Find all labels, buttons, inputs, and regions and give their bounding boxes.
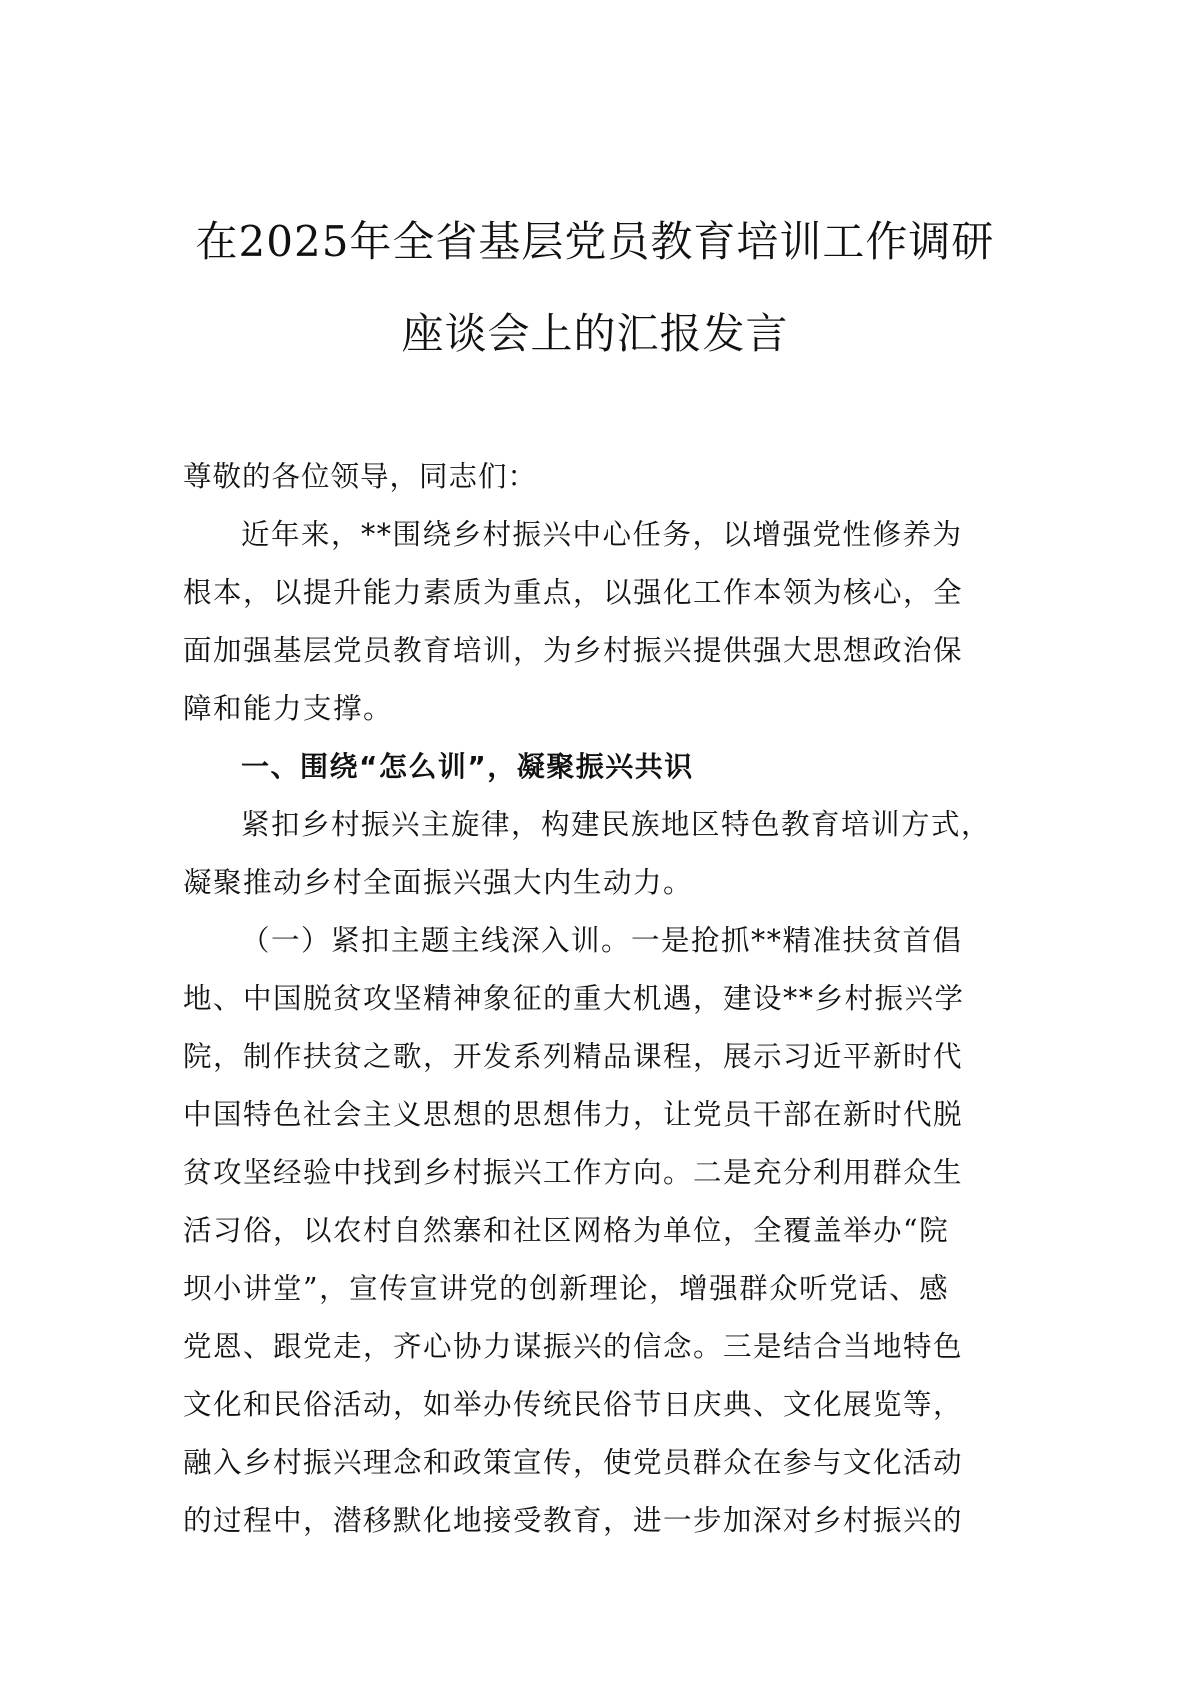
paragraph-line: 院，制作扶贫之歌，开发系列精品课程，展示习近平新时代 [183, 1040, 964, 1073]
title-line-1: 在2025年全省基层党员教育培训工作调研 [195, 217, 995, 266]
paragraph-line: 的过程中，潜移默化地接受教育，进一步加深对乡村振兴的 [183, 1504, 964, 1537]
title-line-2: 座谈会上的汇报发言 [401, 309, 789, 358]
paragraph-line: 中国特色社会主义思想的思想伟力，让党员干部在新时代脱 [183, 1098, 964, 1131]
paragraph-line: 党恩、跟党走，齐心协力谋振兴的信念。三是结合当地特色 [183, 1330, 964, 1363]
document-body [183, 448, 1009, 1550]
paragraph-line: 近年来，**围绕乡村振兴中心任务，以增强党性修养为 [241, 518, 963, 551]
salutation: 尊敬的各位领导，同志们： [183, 460, 538, 493]
section-heading: 一、围绕“怎么训”，凝聚振兴共识 [241, 750, 694, 783]
paragraph-line: 融入乡村振兴理念和政策宣传，使党员群众在参与文化活动 [183, 1446, 964, 1479]
paragraph-line: 文化和民俗活动，如举办传统民俗节日庆典、文化展览等， [183, 1388, 964, 1421]
paragraph-line: 活习俗，以农村自然寨和社区网格为单位，全覆盖举办“院 [183, 1214, 950, 1247]
paragraph-line: （一）紧扣主题主线深入训。一是抢抓**精准扶贫首倡 [241, 924, 963, 957]
paragraph-line: 障和能力支撑。 [183, 692, 394, 725]
paragraph-line: 凝聚推动乡村全面振兴强大内生动力。 [183, 866, 694, 899]
paragraph-line: 根本，以提升能力素质为重点，以强化工作本领为核心，全 [183, 576, 964, 609]
paragraph-line: 面加强基层党员教育培训，为乡村振兴提供强大思想政治保 [183, 634, 964, 667]
paragraph-line: 贫攻坚经验中找到乡村振兴工作方向。二是充分利用群众生 [183, 1156, 964, 1189]
document-title [150, 196, 1040, 380]
paragraph-line: 地、中国脱贫攻坚精神象征的重大机遇，建设**乡村振兴学 [183, 982, 965, 1015]
paragraph-line: 坝小讲堂”，宣传宣讲党的创新理论，增强群众听党话、感 [183, 1272, 950, 1305]
paragraph-line: 紧扣乡村振兴主旋律，构建民族地区特色教育培训方式， [241, 808, 992, 841]
